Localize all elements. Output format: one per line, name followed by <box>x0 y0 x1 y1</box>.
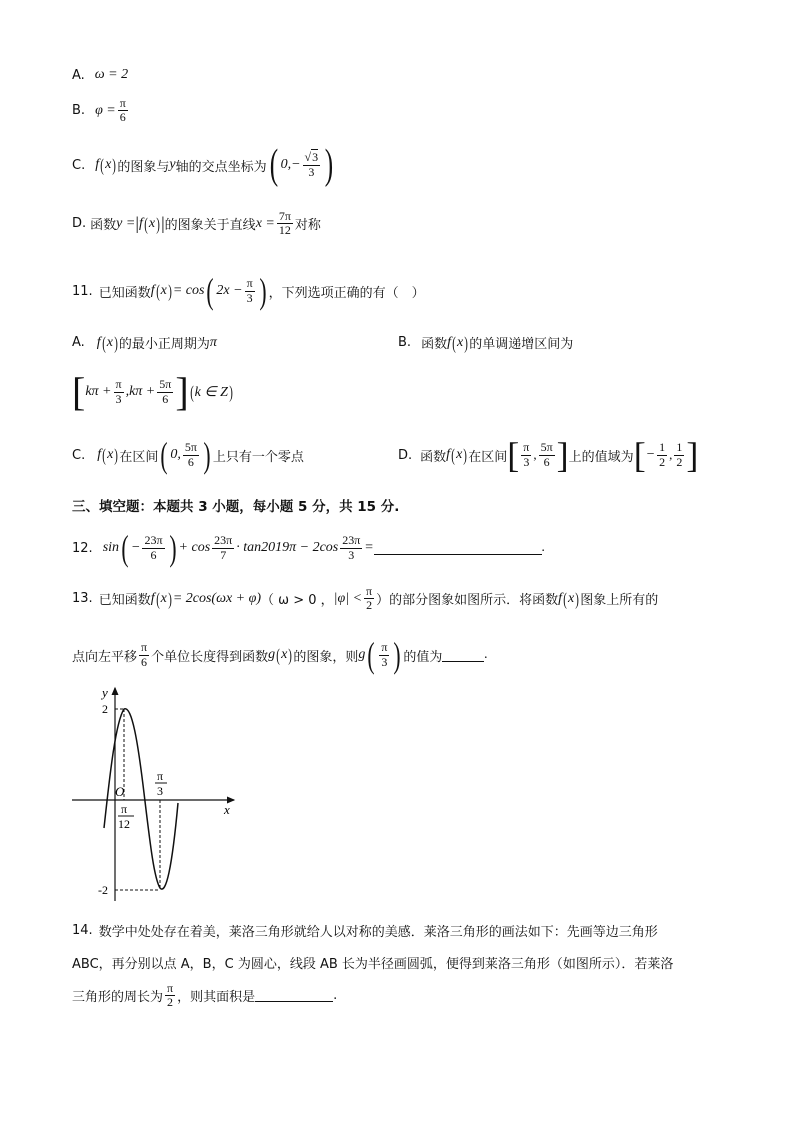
fraction: $\frac{√3}{3}$ <box>304 150 319 179</box>
fraction: $\frac{\pi}{3}$ <box>246 276 253 305</box>
tick1-num: π <box>121 802 128 816</box>
option-text: 在区间 <box>119 449 159 465</box>
stem-text: 图象上所有的 <box>580 593 659 609</box>
fraction: $\frac{1}{2}$ <box>676 440 683 469</box>
period: . <box>541 540 546 555</box>
stem-text: 已知函数 <box>98 593 151 609</box>
question-number: 13. <box>72 591 93 607</box>
stem-text: ）的部分图象如图所示．将函数 <box>376 593 559 609</box>
stem-text: 数学中处处存在着美，莱洛三角形就给人以对称的美感．莱洛三角形的画法如下：先画等边三角形 <box>98 925 658 940</box>
equation: = <box>364 540 374 555</box>
answer-blank[interactable] <box>374 542 542 555</box>
q10-option-a <box>72 67 128 83</box>
option-label: B. <box>398 335 412 350</box>
x-axis-label: x <box>224 802 230 817</box>
question-number: 11. <box>72 283 93 299</box>
period: . <box>333 988 338 1004</box>
q11-option-c: C. f ( x ) 在区间 ( 0, $\frac{5\pi}{6}$ ) 上只有一个零点 <box>72 435 304 475</box>
y-axis-label: y <box>102 685 108 700</box>
stem-text: 点向左平移 <box>72 649 138 665</box>
stem-text: ABC，再分别以点 A，B，C 为圆心，线段 AB 长为半径画圆弧，便得到莱洛三角形（如图所示）．若莱洛 <box>72 957 674 972</box>
option-text: 的单调递增区间为 <box>469 337 574 352</box>
q11-stem: 11. 已知函数 f ( x ) = cos ( 2x − $\frac{\pi}{3}$ ) ，下列选项正确的有（ ） <box>72 271 425 311</box>
q14-line1 <box>72 921 658 940</box>
equation: y = <box>116 215 136 231</box>
fraction: $\frac{\pi}{6}$ <box>141 640 148 669</box>
option-label: C. <box>72 447 86 463</box>
stem-text: 的图象，则 <box>293 649 359 665</box>
tick2-num: π <box>157 769 164 783</box>
y-min-label: -2 <box>98 883 108 897</box>
q10-option-d: D. 函数 y = | f ( x ) | 的图象关于直线 x = $\frac{7\pi}{12}$ 对称 <box>72 209 321 238</box>
fraction: $\frac{\pi}{3}$ <box>115 377 122 406</box>
fraction: $\frac{7\pi}{12}$ <box>278 209 291 238</box>
option-text: 函数 <box>420 449 447 465</box>
stem-text: 三角形的周长为 <box>72 990 164 1006</box>
origin-label: O <box>115 784 125 799</box>
option-label: D. <box>398 447 413 463</box>
q14-line2 <box>72 953 673 972</box>
option-text: 上只有一个零点 <box>212 449 304 465</box>
answer-blank[interactable] <box>255 989 333 1002</box>
equation: · tan2019π − 2cos <box>236 540 339 555</box>
option-text: 对称 <box>294 218 321 234</box>
fraction: $\frac{23\pi}{3}$ <box>342 533 361 562</box>
var-y: y <box>169 157 176 172</box>
section-title: 三、填空题：本题共 3 小题，每小题 5 分，共 15 分. <box>72 499 400 515</box>
q10-option-c: C. f ( x ) 的图象与 y 轴的交点坐标为 ( 0,− $\frac{√3}{3}$ ) <box>72 142 334 188</box>
q11-option-a: A. f ( x ) 的最小正周期为 π <box>72 332 217 353</box>
equation: π <box>209 334 217 350</box>
equation: + cos <box>178 540 211 555</box>
option-text: ω = 2 <box>94 67 129 82</box>
option-text: 在区间 <box>468 449 508 465</box>
stem-text: 已知函数 <box>98 285 151 301</box>
equation: 0, <box>170 447 181 462</box>
fraction: $\frac{\pi}{3}$ <box>381 640 388 669</box>
fraction: $\frac{\pi}{3}$ <box>523 440 530 469</box>
fraction: $\frac{5\pi}{6}$ <box>159 377 172 406</box>
option-text: 的图象与 <box>117 159 170 175</box>
question-number: 14. <box>72 923 93 938</box>
option-label: A. <box>72 335 85 350</box>
q11-option-d: D. 函数 f ( x ) 在区间 [ $\frac{\pi}{3}$ , $\frac{5\pi}{6}$ ] 上的值域为 [ − $\frac{1}{2}$ , $\frac{1}{2}$ ] <box>398 435 699 475</box>
equation: |φ| < <box>333 590 363 606</box>
point-coord: 0,− <box>280 157 301 172</box>
option-text: 的图象关于直线 <box>164 218 256 234</box>
tick2-den: 3 <box>157 784 163 798</box>
equation: kπ + <box>85 384 112 399</box>
option-label: B. <box>72 103 86 119</box>
option-text: 函数 <box>421 337 448 352</box>
answer-blank[interactable] <box>442 649 484 662</box>
fraction: $\frac{\pi}{2}$ <box>366 584 373 613</box>
equation: x = <box>255 215 275 231</box>
fraction: $\frac{1}{2}$ <box>659 440 666 469</box>
q13-line2: 点向左平移 $\frac{\pi}{6}$ 个单位长度得到函数 g ( x ) 的图象，则 g ( $\frac{\pi}{3}$ ) 的值为 . <box>72 635 488 675</box>
cosine-graph <box>62 683 242 908</box>
q10-option-b <box>72 97 130 124</box>
fraction: $\frac{\pi}{6}$ <box>119 96 126 125</box>
q11-option-b-interval: [ kπ + $\frac{\pi}{3}$ ,kπ + $\frac{5\pi}{6}$ ] ( k ∈ Z ) <box>72 369 233 414</box>
fraction: $\frac{\pi}{2}$ <box>167 981 174 1010</box>
equation: ,kπ + <box>125 384 156 399</box>
q11-option-b: B. 函数 f ( x ) 的单调递增区间为 <box>398 332 574 353</box>
stem-text: ，下列选项正确的有（ ） <box>268 285 425 301</box>
fraction: $\frac{23\pi}{7}$ <box>214 533 233 562</box>
q12: 12. sin ( − $\frac{23\pi}{6}$ ) + cos $\frac{23\pi}{7}$ · tan2019π − 2cos $\frac{23\pi}{3}$ = . <box>72 528 546 568</box>
equation: = 2cos(ωx + φ) <box>172 590 262 606</box>
option-text: 上的值域为 <box>568 449 634 465</box>
equation: − <box>131 540 141 555</box>
y-max-label: 2 <box>102 702 108 716</box>
q14-line3 <box>72 982 337 1009</box>
option-label: A. <box>72 67 85 83</box>
option-text: 函数 <box>90 218 117 234</box>
option-text: 轴的交点坐标为 <box>175 159 267 175</box>
equation: sin <box>102 540 120 555</box>
stem-text: ，则其面积是 <box>177 990 256 1006</box>
option-label: D. <box>72 216 87 232</box>
stem-text: 的值为 <box>403 649 443 665</box>
option-text: 的最小正周期为 <box>118 337 210 352</box>
var-x: x <box>105 157 112 172</box>
stem-text: （ ω > 0 ， <box>261 593 334 609</box>
equation: = cos <box>172 283 205 298</box>
func-f: f <box>95 157 100 172</box>
fraction: $\frac{5\pi}{6}$ <box>540 440 553 469</box>
equation: 2x − <box>216 283 243 298</box>
option-lhs: φ = <box>95 102 116 118</box>
stem-text: 个单位长度得到函数 <box>151 649 269 665</box>
equation: k ∈ Z <box>194 384 228 400</box>
period: . <box>484 647 488 662</box>
fraction: $\frac{23\pi}{6}$ <box>144 533 163 562</box>
func-g: g <box>268 647 276 662</box>
option-label: C. <box>72 157 86 173</box>
equation: − <box>645 447 656 462</box>
question-number: 12. <box>72 540 93 556</box>
q13-line1: 13. 已知函数 f ( x ) = 2cos(ωx + φ) （ ω > 0 ， |φ| < $\frac{\pi}{2}$ ）的部分图象如图所示．将函数 f ( x ) 图象上所有的 <box>72 584 659 613</box>
fraction: $\frac{5\pi}{6}$ <box>184 440 197 469</box>
tick1-den: 12 <box>118 817 130 831</box>
